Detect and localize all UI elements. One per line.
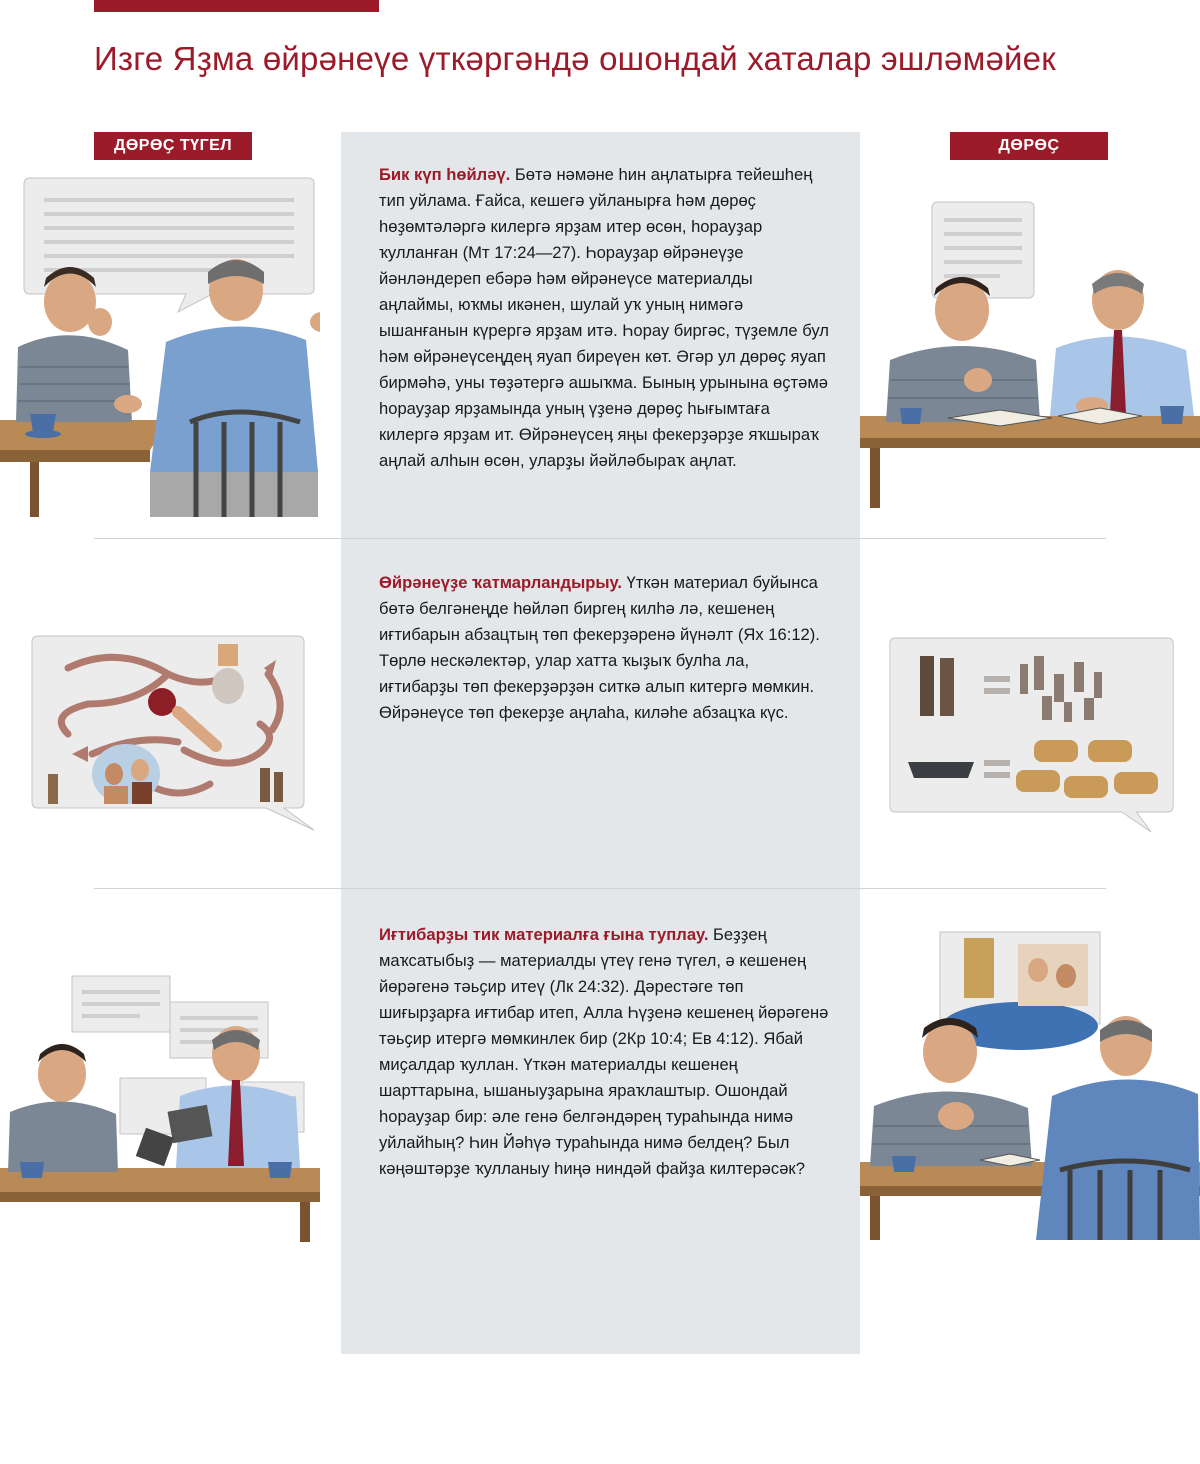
section-1-lead: Бик күп һөйләү. [379,165,511,184]
page-title: Изге Яҙма өйрәнеүе үткәргәндә ошондай хаталар эшләмәйек [94,40,1056,77]
section-1-body: Бөтә нәмәне һин аңлатырға тейешһең тип уйлама. Ғайса, кешегә уйланырға һәм дөрөҫ һөҙөмтәләргә килергә ярҙам итер өсөн, һорауҙар ҡулланған (Мт 17:24—27). Һорауҙар өйрәнеүҙе йәнләндереп ебәрә һәм өйрәнеүсе материалды аңлаймы, юҡмы икәнен, шулай уҡ уның нимәгә ышанғанын күрергә ярҙам итә. Һорау биргәс, түҙемле бул һәм өйрәнеүсеңдең яуап биреүен көт. Әгәр ул дөрөҫ яуап бирмәһә, уны төҙәтергә ашыҡма. Быныӊ урынына өҫтәмә һорауҙар ярҙамында уның үҙенә дөрөҫ һығымтаға килергә ярҙам ит. Өйрәнеүсеӊ яңы фекерҙәрҙе яҡшыраҡ аңлай алһын өсөн, уларҙы йәйләбыраҡ аңлат. [379,165,829,470]
illustration-asking-questions [860,200,1200,510]
section-2-body: Үткән материал буйынса бөтә белгәнеңде һөйләп биргең килһә лә, кешенең иғтибарын абзацтың төп фекерҙәренә йүнәлт (Ях 16:12). Төрлө нескәлектәр, улар хатта ҡыҙыҡ булһа ла, иғтибарҙы төп фекерҙәрҙән ситкә алып китергә мөмкин. Өйрәнеүсе төп фекерҙе аңлаһа, киләһе абзацҡа күс. [379,573,820,722]
section-3-lead: Иғтибарҙы тик материалға ғына туплау. [379,925,709,944]
illustration-talking-too-much [0,172,320,517]
section-divider [94,538,1106,539]
section-divider [94,888,1106,889]
section-3-body: Беҙҙең маҡсатыбыҙ — материалды үтеү генә түгел, ә кешенең йөрәгенә тәьҫир итеү (Лк 24:32). Дәрестәге төп шиғырҙарға иғтибар итеп, Алла Һүҙенә кешенең йөрәгенә тәьҫир итергә мөмкинлек бир (2Кр 10:4; Ев 4:12). Ябай миҫалдар ҡуллан. Үткән материалды кешенең шарттарына, ышаныуҙарына яраҡлаштыр. Ошондай һорауҙар бир: әле генә белгәндәрең тураһында нимә уйлайһың? Һин Йәһүә тураһында нимә белдең? Был кәңәштәрҙе ҡулланыу һиңә ниндәй файҙа килтерәсәк? [379,925,829,1178]
label-wrong: ДӨРӨҪ ТҮГЕЛ [94,132,252,160]
illustration-just-covering-material [0,972,330,1242]
section-2-lead: Өйрәнеүҙе ҡатмарландырыу. [379,573,622,592]
section-1-text [379,162,829,474]
top-accent-bar [94,0,379,12]
illustration-simple-comparison [888,636,1178,836]
section-2-text [379,570,829,726]
label-right: ДӨРӨҪ [950,132,1108,160]
section-3-text [379,922,829,1182]
illustration-complicated-details [28,634,318,834]
illustration-reaching-heart [860,930,1200,1240]
